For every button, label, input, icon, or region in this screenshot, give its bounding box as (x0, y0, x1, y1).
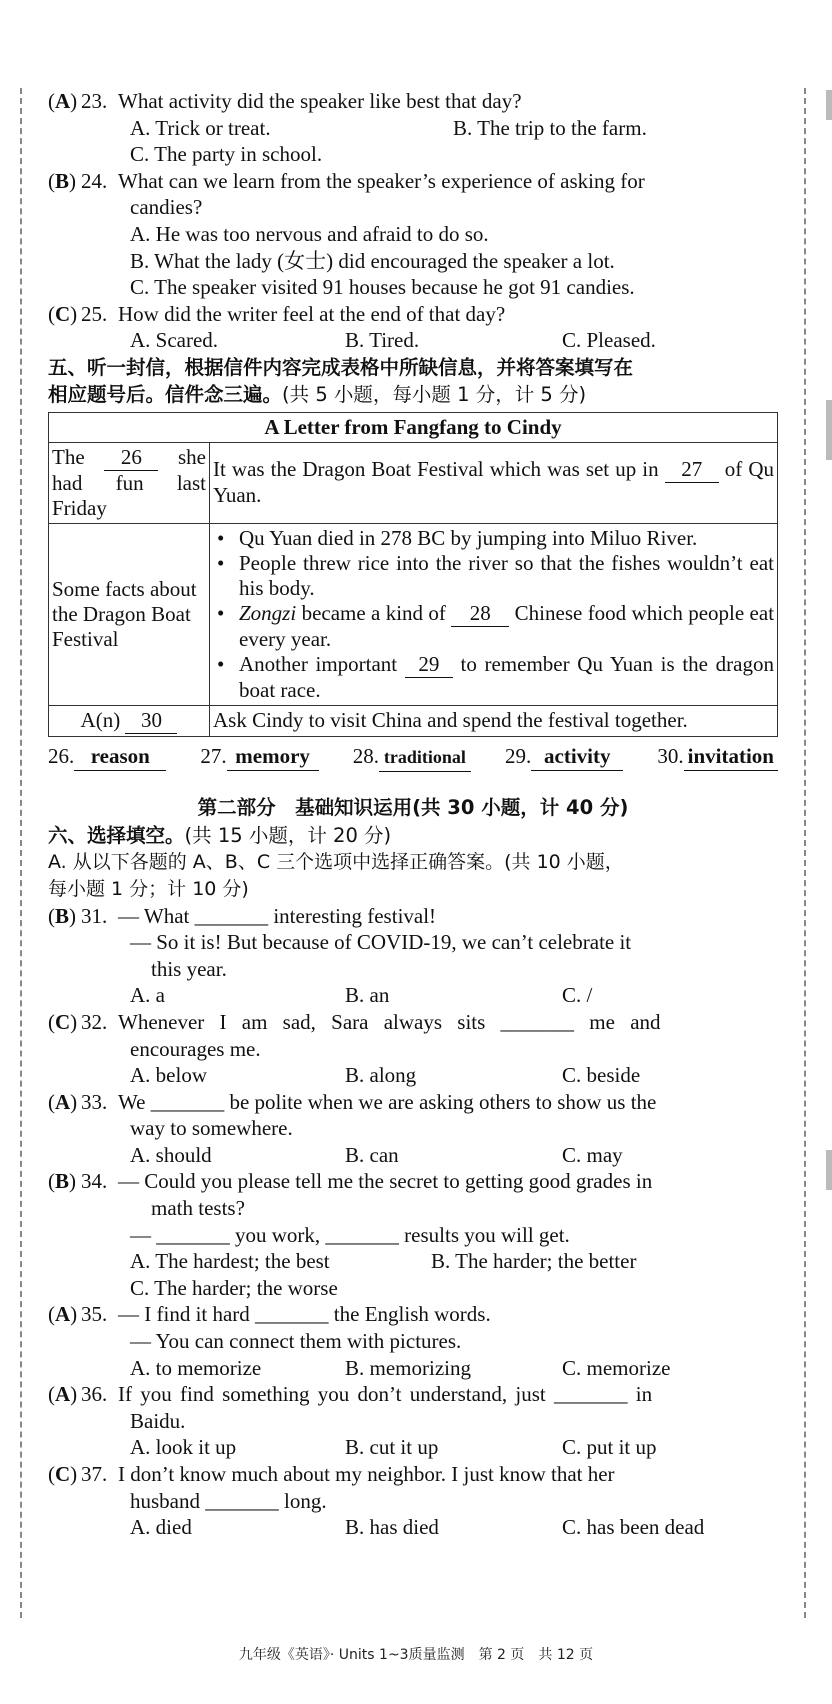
question-34 (48, 1168, 778, 1195)
option-a: A. He was too nervous and afraid to do so. (130, 221, 489, 246)
answer-mark: (B) (48, 903, 77, 928)
question-text-cont: way to somewhere. (130, 1116, 293, 1141)
option-c: C. has been dead (562, 1515, 705, 1540)
options-row (48, 1514, 778, 1541)
question-text-cont: encourages me. (130, 1036, 261, 1061)
answer-mark: (A) (48, 1382, 78, 1407)
question-text-cont: Baidu. (130, 1408, 186, 1433)
answer-26 (48, 743, 166, 772)
section-6-heading (48, 822, 778, 849)
table-cell (210, 523, 778, 705)
cell-text: of Qu Yuan. (213, 457, 775, 508)
option-b: B. Tired. (345, 328, 420, 353)
section-points: (共 15 小题，计 20 分) (184, 823, 392, 847)
fact-item (239, 652, 774, 703)
answer-29 (505, 743, 623, 772)
question-number: 33. (81, 1089, 108, 1114)
question-37 (48, 1461, 778, 1488)
question-text: What activity did the speaker like best that day? (118, 89, 522, 113)
question-number: 24. (81, 168, 108, 193)
question-number: 36. (81, 1382, 108, 1407)
question-text: I don’t know much about my neighbor. I just know that her (118, 1462, 615, 1486)
answer-mark: (C) (48, 1009, 78, 1034)
options-row (48, 327, 778, 354)
italic-term: Zongzi (239, 600, 297, 625)
page-content (48, 88, 778, 1541)
option-c: C. memorize (562, 1355, 671, 1380)
dialogue-reply: — You can connect them with pictures. (130, 1329, 462, 1354)
answer-28 (353, 743, 471, 772)
option-b: B. along (345, 1063, 417, 1088)
question-text: How did the writer feel at the end of that day? (118, 301, 506, 326)
option-b: B. an (345, 983, 390, 1008)
answer-mark: (B) (48, 168, 77, 193)
blank-30: 30 (125, 708, 177, 734)
answer-letter: A (55, 1302, 71, 1327)
cell-text: A(n) (80, 707, 121, 732)
answer-letter: C (55, 1009, 71, 1034)
question-36 (48, 1381, 778, 1408)
question-number: 35. (81, 1302, 108, 1327)
answer-mark: (B) (48, 1169, 77, 1194)
question-number: 34. (81, 1169, 108, 1194)
option-b: B. has died (345, 1515, 439, 1540)
option-b: B. cut it up (345, 1435, 439, 1460)
edge-mark (826, 90, 832, 120)
fact-item: • Qu Yuan died in 278 BC by jumping into Miluo River. (239, 526, 774, 551)
edge-mark (826, 400, 832, 460)
question-text: We _______ be polite when we are asking others to show us the (118, 1089, 657, 1114)
section-heading-line: 相应题号后。信件念三遍。 (48, 382, 283, 406)
answer-mark: (A) (48, 1089, 78, 1114)
option-c: C. may (562, 1142, 623, 1167)
option-a: A. to memorize (130, 1355, 262, 1380)
question-31 (48, 903, 778, 930)
option-a: A. below (130, 1063, 207, 1088)
answer-letter: B (55, 903, 70, 928)
option-b: B. can (345, 1142, 399, 1167)
option-b: B. The harder; the better (431, 1249, 637, 1274)
question-number: 25. (81, 301, 108, 326)
dialogue-reply: — So it is! But because of COVID-19, we can’t celebrate it (130, 930, 632, 955)
table-cell: Ask Cindy to visit China and spend the festival together. (210, 705, 778, 736)
options-row (48, 1248, 778, 1275)
question-text: — I find it hard _______ the English words. (118, 1302, 491, 1327)
answer-mark: (A) (48, 1302, 78, 1327)
letter-table (48, 412, 778, 737)
answer-number: 30. (657, 743, 684, 768)
option-a: A. The hardest; the best (130, 1249, 330, 1274)
question-number: 37. (81, 1462, 108, 1486)
option-c: C. The party in school. (130, 142, 323, 167)
answer-fill: invitation (684, 743, 778, 771)
option-a: A. should (130, 1142, 212, 1167)
table-title: A Letter from Fangfang to Cindy (49, 412, 778, 442)
question-23 (48, 88, 778, 115)
option-c: C. / (562, 983, 593, 1008)
options-row (48, 1434, 778, 1461)
answer-mark: (C) (48, 301, 78, 326)
section-5-heading (48, 354, 778, 408)
table-cell: Some facts about the Dragon Boat Festival (49, 523, 210, 705)
options-row (48, 1355, 778, 1382)
options-row (48, 1062, 778, 1089)
answer-number: 29. (505, 743, 532, 768)
dialogue-reply-cont: this year. (151, 956, 227, 981)
answer-fill: reason (74, 743, 166, 771)
cell-text: The (52, 444, 85, 469)
question-text-cont: math tests? (151, 1196, 245, 1221)
option-b: B. memorizing (345, 1355, 471, 1380)
fact-item (239, 601, 774, 652)
cell-text: Another important (239, 651, 398, 676)
option-c: C. The speaker visited 91 houses because he got 91 candies. (130, 275, 635, 300)
dialogue-reply: — _______ you work, _______ results you will get. (130, 1222, 570, 1247)
table-cell (210, 442, 778, 523)
fact-item: • People threw rice into the river so that the fishes wouldn’t eat his body. (239, 551, 774, 601)
question-33 (48, 1089, 778, 1116)
option-c: C. Pleased. (562, 328, 656, 353)
option-a: A. Trick or treat. (130, 115, 271, 140)
instruction-line: A. 从以下各题的 A、B、C 三个选项中选择正确答案。(共 10 小题， (48, 850, 624, 873)
question-text: If you find something you don’t understand, just _______ in (118, 1382, 653, 1407)
cell-text: to remember Qu Yuan is the dragon boat race. (239, 651, 774, 702)
left-cut-line (20, 88, 22, 1618)
blank-26: 26 (104, 445, 158, 471)
blank-27: 27 (665, 457, 719, 483)
section-points: (共 5 小题，每小题 1 分，计 5 分) (282, 382, 587, 406)
answer-fill: traditional (379, 744, 471, 772)
answer-letter: A (55, 1382, 71, 1407)
part-2-heading: 第二部分 基础知识运用(共 30 小题，计 40 分) (197, 795, 629, 819)
options-row (48, 982, 778, 1009)
question-text: What can we learn from the speaker’s experience of asking for (118, 168, 645, 193)
blank-28: 28 (451, 601, 509, 627)
question-text: — What _______ interesting festival! (118, 903, 437, 928)
option-a: A. Scared. (130, 328, 219, 353)
question-number: 31. (81, 903, 108, 928)
question-35 (48, 1301, 778, 1328)
question-25 (48, 301, 778, 328)
edge-mark (826, 1150, 832, 1190)
option-a: A. look it up (130, 1435, 237, 1460)
table-cell (49, 705, 210, 736)
table-cell (49, 442, 210, 523)
answer-letter: B (55, 168, 70, 193)
answer-line (48, 743, 778, 772)
answer-letter: C (55, 301, 71, 326)
right-cut-line (804, 88, 806, 1618)
answer-number: 26. (48, 743, 75, 768)
answer-mark: (C) (48, 1462, 78, 1486)
answer-mark: (A) (48, 89, 78, 113)
answer-letter: A (55, 89, 71, 113)
option-c: C. beside (562, 1063, 641, 1088)
options-row (48, 1142, 778, 1169)
section-a-instructions (48, 849, 778, 903)
question-number: 32. (81, 1009, 108, 1034)
section-heading-line: 五、听一封信，根据信件内容完成表格中所缺信息，并将答案填写在 (48, 355, 634, 379)
option-c: C. The harder; the worse (130, 1275, 338, 1300)
question-text-cont: candies? (130, 195, 203, 220)
cell-text: she had fun last Friday (52, 444, 206, 520)
instruction-line: 每小题 1 分；计 10 分) (48, 877, 249, 900)
answer-number: 27. (200, 743, 227, 768)
option-a: A. a (130, 983, 165, 1008)
option-b: B. What the lady (女士) did encouraged the speaker a lot. (130, 248, 615, 273)
answer-30 (657, 743, 778, 772)
question-32 (48, 1009, 778, 1036)
option-c: C. put it up (562, 1435, 657, 1460)
options-row (48, 115, 778, 142)
section-title: 六、选择填空。 (48, 823, 185, 847)
cell-text: became a kind of (301, 600, 446, 625)
question-text: — Could you please tell me the secret to getting good grades in (118, 1169, 653, 1194)
blank-29: 29 (405, 652, 453, 678)
answer-fill: activity (531, 743, 623, 771)
question-number: 23. (81, 89, 108, 113)
option-b: B. The trip to the farm. (453, 115, 647, 140)
answer-number: 28. (352, 743, 379, 768)
option-a: A. died (130, 1515, 192, 1540)
answer-fill: memory (227, 743, 319, 771)
page-footer: 九年级《英语》· Units 1~3质量监测 第 2 页 共 12 页 (238, 1647, 594, 1663)
answer-letter: C (55, 1462, 71, 1486)
question-24 (48, 168, 778, 195)
answer-letter: B (55, 1169, 70, 1194)
cell-text: Chinese food which people eat every year. (239, 600, 775, 651)
answer-27 (200, 743, 318, 772)
question-text: Whenever I am sad, Sara always sits _______ me and (118, 1009, 661, 1034)
answer-letter: A (55, 1089, 71, 1114)
cell-text: It was the Dragon Boat Festival which was set up in (213, 457, 659, 482)
question-text-cont: husband _______ long. (130, 1488, 327, 1513)
facts-list (213, 526, 774, 703)
